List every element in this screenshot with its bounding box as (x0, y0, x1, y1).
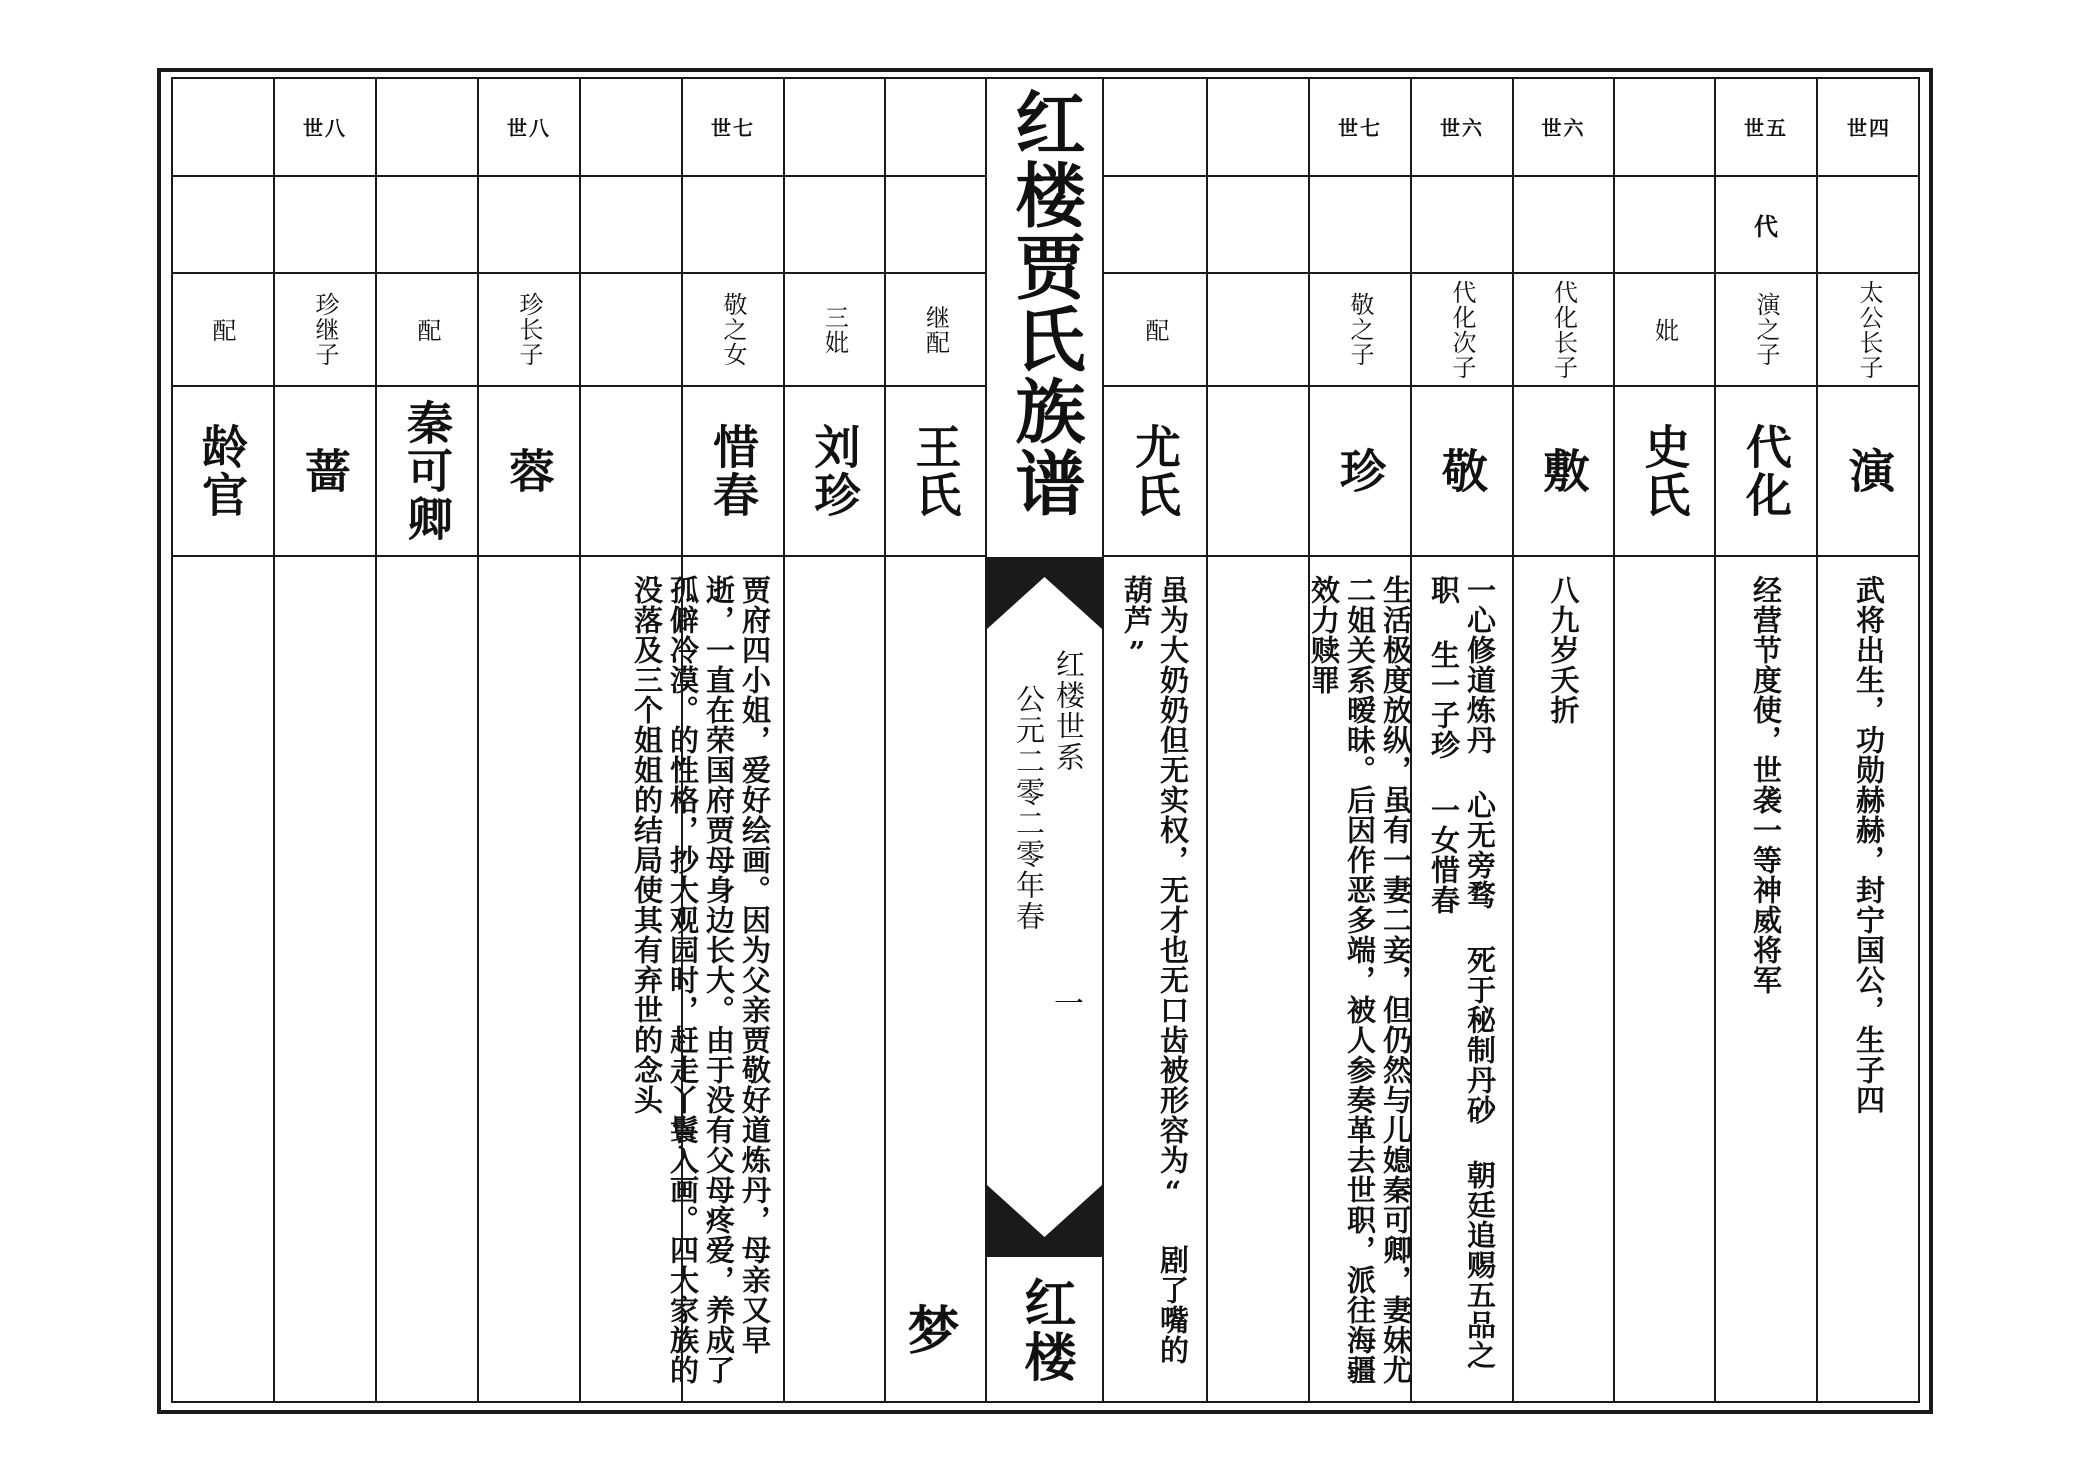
series-label: 红楼世系 (1052, 649, 1086, 773)
chevron-top-icon (987, 559, 1102, 629)
person-name: 蔷 (298, 447, 352, 495)
person-name: 演 (1842, 447, 1896, 495)
relation-label: 珍继子 (311, 292, 339, 367)
column-yan (1818, 77, 1920, 1403)
relation-label: 三妣 (820, 304, 849, 355)
column-youshi (1104, 77, 1208, 1403)
page-title: 红楼贾氏族谱 (1004, 87, 1087, 519)
generation-label: 世五 (1744, 115, 1788, 140)
relation-label: 敬之女 (719, 292, 747, 367)
person-description: 贾府四小姐，爱好绘画。因为父亲贾敬好道炼丹，母亲又早逝，一直在荣国府贾母身边长大。由于没有父母疼爱，养成了孤僻冷漠。的性格，抄大观园时，赶走丫鬟入画。四大家族的没落及三个姐姐的结局使其有弃世的念头 (630, 575, 772, 1385)
person-name: 史氏 (1637, 423, 1692, 519)
generation-label: 世六 (1541, 115, 1586, 140)
relation-label: 珍长子 (515, 292, 543, 367)
person-name: 尤氏 (1128, 423, 1182, 519)
person-description: 虽为大奶奶但无实权，无才也无口齿被形容为“ 剧了嘴的葫芦” (1120, 575, 1190, 1365)
column-fu (1514, 77, 1615, 1403)
person-name: 敬 (1435, 447, 1489, 495)
column-xichun (630, 77, 785, 1403)
column-liuzhen (785, 77, 886, 1403)
column-rong (479, 77, 581, 1403)
person-name: 刘珍 (807, 423, 862, 519)
person-name: 秦可卿 (400, 399, 454, 543)
date-label: 公元二零二零年春 (1012, 684, 1046, 932)
generation-label: 世四 (1847, 115, 1891, 140)
person-description: 经营节度使，世袭一等神威将军 (1749, 575, 1783, 995)
column-empty-left (581, 77, 683, 1403)
generation-label: 世七 (711, 115, 755, 140)
column-empty-right (1208, 77, 1310, 1403)
generation-label: 世六 (1440, 115, 1484, 140)
column-lingguan (171, 77, 275, 1403)
dai-label: 代 (1754, 212, 1778, 241)
relation-label: 配 (1141, 317, 1169, 342)
person-name: 敷 (1536, 447, 1591, 495)
generation-label: 世八 (507, 115, 551, 140)
relation-label: 太公长子 (1855, 279, 1883, 380)
person-description: 生活极度放纵，虽有一妻二妾，但仍然与儿媳秦可卿，妻妹尤二姐关系暧昧。后因作恶多端，被人参奏革去世职，派往海疆效力赎罪 (1307, 575, 1413, 1385)
relation-label: 演之子 (1752, 292, 1780, 367)
relation-label: 配 (413, 317, 441, 342)
column-wangshi (886, 77, 987, 1403)
person-description: 武将出生，功勋赫赫，封宁国公，生子四 (1852, 575, 1886, 1115)
person-description: 八九岁夭折 (1546, 575, 1581, 725)
series-panel (987, 557, 1104, 1257)
chevron-bottom-icon (987, 1185, 1102, 1255)
page-number: 一 (1054, 987, 1084, 1022)
relation-label: 代化次子 (1448, 279, 1476, 380)
column-daihua (1716, 77, 1818, 1403)
person-name: 蓉 (502, 447, 556, 495)
person-name: 王氏 (908, 423, 963, 519)
footer-title: 红楼梦 (898, 1276, 1076, 1384)
relation-label: 配 (208, 317, 236, 342)
column-jing (1412, 77, 1514, 1403)
relation-label: 敬之子 (1346, 292, 1374, 367)
relation-label: 代化长子 (1549, 279, 1578, 380)
column-shishi (1615, 77, 1716, 1403)
column-qinkeqing (377, 77, 479, 1403)
person-name: 龄官 (195, 423, 249, 519)
person-description: 一心修道炼丹 心无旁骛 死于秘制丹砂 朝廷追赐五品之职 生一子珍 一女惜春 (1427, 575, 1497, 1370)
generation-label: 世七 (1338, 115, 1382, 140)
relation-label: 继配 (921, 304, 950, 355)
person-name: 珍 (1333, 447, 1387, 495)
person-name: 代化 (1739, 423, 1793, 519)
generation-label: 世八 (303, 115, 347, 140)
column-zhen (1307, 77, 1413, 1403)
person-name: 惜春 (706, 423, 760, 519)
genealogy-table (171, 77, 1920, 1403)
relation-label: 妣 (1650, 317, 1679, 342)
column-qiang (275, 77, 377, 1403)
